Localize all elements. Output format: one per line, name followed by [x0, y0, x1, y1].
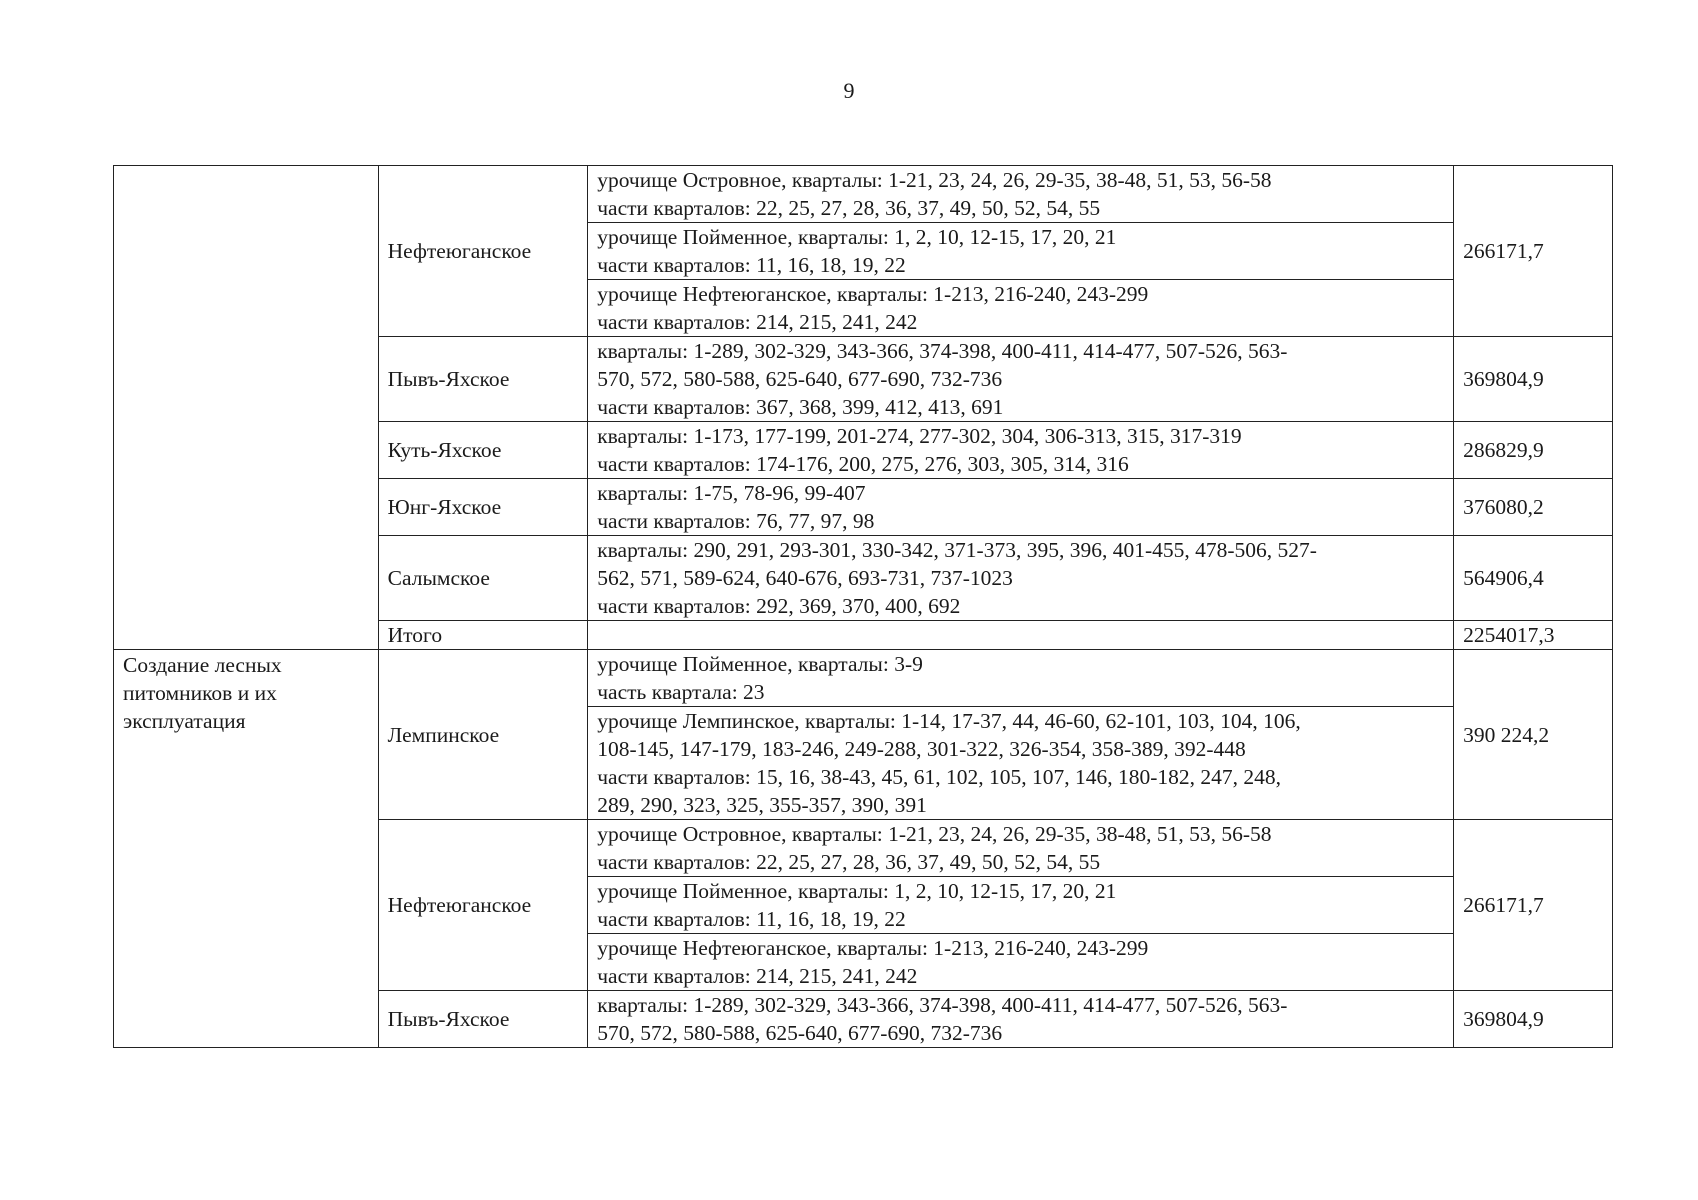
- quarters-description-cell: [588, 536, 1454, 621]
- quarters-line: части кварталов: 367, 368, 399, 412, 413, 691: [597, 395, 1004, 419]
- purpose-cell: [114, 650, 379, 1048]
- quarters-line: части кварталов: 174-176, 200, 275, 276, 303, 305, 314, 316: [597, 452, 1129, 476]
- quarters-line: 570, 572, 580-588, 625-640, 677-690, 732-736: [597, 1021, 1003, 1045]
- quarters-description-cell: [588, 223, 1454, 280]
- purpose-line: Создание лесных: [123, 653, 282, 677]
- quarters-line: урочище Пойменное, кварталы: 1, 2, 10, 12-15, 17, 20, 21: [597, 225, 1117, 249]
- forestry-name-cell: Салымское: [378, 536, 588, 621]
- area-cell: 369804,9: [1454, 991, 1613, 1048]
- quarters-line: урочище Островное, кварталы: 1-21, 23, 24, 26, 29-35, 38-48, 51, 53, 56-58: [597, 168, 1272, 192]
- area-cell: 369804,9: [1454, 337, 1613, 422]
- forestry-name-cell: Лемпинское: [378, 650, 588, 820]
- forestry-name-cell: Итого: [378, 621, 588, 650]
- quarters-description-cell: [588, 479, 1454, 536]
- page-number: 9: [843, 78, 855, 103]
- area-cell: 564906,4: [1454, 536, 1613, 621]
- quarters-line: урочище Пойменное, кварталы: 3-9: [597, 652, 923, 676]
- quarters-line: 289, 290, 323, 325, 355-357, 390, 391: [597, 793, 927, 817]
- quarters-description-cell: [588, 166, 1454, 223]
- quarters-line: части кварталов: 11, 16, 18, 19, 22: [597, 907, 906, 931]
- area-cell: 2254017,3: [1454, 621, 1613, 650]
- quarters-description-cell: [588, 422, 1454, 479]
- quarters-line: части кварталов: 22, 25, 27, 28, 36, 37, 49, 50, 52, 54, 55: [597, 196, 1101, 220]
- quarters-line: кварталы: 290, 291, 293-301, 330-342, 371-373, 395, 396, 401-455, 478-506, 527-: [597, 538, 1317, 562]
- quarters-line: части кварталов: 76, 77, 97, 98: [597, 509, 875, 533]
- quarters-line: 108-145, 147-179, 183-246, 249-288, 301-322, 326-354, 358-389, 392-448: [597, 737, 1246, 761]
- forestry-name-cell: Юнг-Яхское: [378, 479, 588, 536]
- quarters-line: части кварталов: 11, 16, 18, 19, 22: [597, 253, 906, 277]
- quarters-description-cell: [588, 934, 1454, 991]
- quarters-line: урочище Пойменное, кварталы: 1, 2, 10, 12-15, 17, 20, 21: [597, 879, 1117, 903]
- quarters-line: урочище Лемпинское, кварталы: 1-14, 17-37, 44, 46-60, 62-101, 103, 104, 106,: [597, 709, 1301, 733]
- quarters-line: кварталы: 1-289, 302-329, 343-366, 374-398, 400-411, 414-477, 507-526, 563-: [597, 339, 1288, 363]
- forestry-name-cell: Куть-Яхское: [378, 422, 588, 479]
- purpose-line: эксплуатация: [123, 709, 246, 733]
- forestry-name-cell: Нефтеюганское: [378, 820, 588, 991]
- quarters-line: кварталы: 1-173, 177-199, 201-274, 277-302, 304, 306-313, 315, 317-319: [597, 424, 1242, 448]
- quarters-line: кварталы: 1-289, 302-329, 343-366, 374-398, 400-411, 414-477, 507-526, 563-: [597, 993, 1288, 1017]
- quarters-line: часть квартала: 23: [597, 680, 765, 704]
- table-row: [114, 166, 1613, 223]
- table-body: [114, 166, 1613, 1048]
- quarters-description-cell: [588, 877, 1454, 934]
- forestry-table: [113, 165, 1613, 1048]
- forestry-name-cell: Нефтеюганское: [378, 166, 588, 337]
- quarters-line: кварталы: 1-75, 78-96, 99-407: [597, 481, 866, 505]
- area-cell: 376080,2: [1454, 479, 1613, 536]
- area-cell: 266171,7: [1454, 820, 1613, 991]
- purpose-line: питомников и их: [123, 681, 277, 705]
- quarters-line: части кварталов: 214, 215, 241, 242: [597, 964, 918, 988]
- quarters-line: урочище Нефтеюганское, кварталы: 1-213, 216-240, 243-299: [597, 282, 1149, 306]
- quarters-line: части кварталов: 292, 369, 370, 400, 692: [597, 594, 961, 618]
- quarters-line: урочище Островное, кварталы: 1-21, 23, 24, 26, 29-35, 38-48, 51, 53, 56-58: [597, 822, 1272, 846]
- area-cell: 390 224,2: [1454, 650, 1613, 820]
- quarters-description-cell: [588, 337, 1454, 422]
- quarters-description-cell: [588, 650, 1454, 707]
- forestry-name-cell: Пывъ-Яхское: [378, 337, 588, 422]
- area-cell: 266171,7: [1454, 166, 1613, 337]
- quarters-description-cell: [588, 707, 1454, 820]
- quarters-description-cell: [588, 820, 1454, 877]
- quarters-line: 570, 572, 580-588, 625-640, 677-690, 732-736: [597, 367, 1003, 391]
- quarters-description-cell: [588, 621, 1454, 650]
- quarters-line: 562, 571, 589-624, 640-676, 693-731, 737-1023: [597, 566, 1013, 590]
- quarters-line: части кварталов: 22, 25, 27, 28, 36, 37, 49, 50, 52, 54, 55: [597, 850, 1101, 874]
- quarters-line: урочище Нефтеюганское, кварталы: 1-213, 216-240, 243-299: [597, 936, 1149, 960]
- quarters-description-cell: [588, 280, 1454, 337]
- area-cell: 286829,9: [1454, 422, 1613, 479]
- purpose-cell: [114, 166, 379, 650]
- quarters-line: части кварталов: 214, 215, 241, 242: [597, 310, 918, 334]
- quarters-line: части кварталов: 15, 16, 38-43, 45, 61, 102, 105, 107, 146, 180-182, 247, 248,: [597, 765, 1282, 789]
- table-row: [114, 650, 1613, 707]
- quarters-description-cell: [588, 991, 1454, 1048]
- forestry-name-cell: Пывъ-Яхское: [378, 991, 588, 1048]
